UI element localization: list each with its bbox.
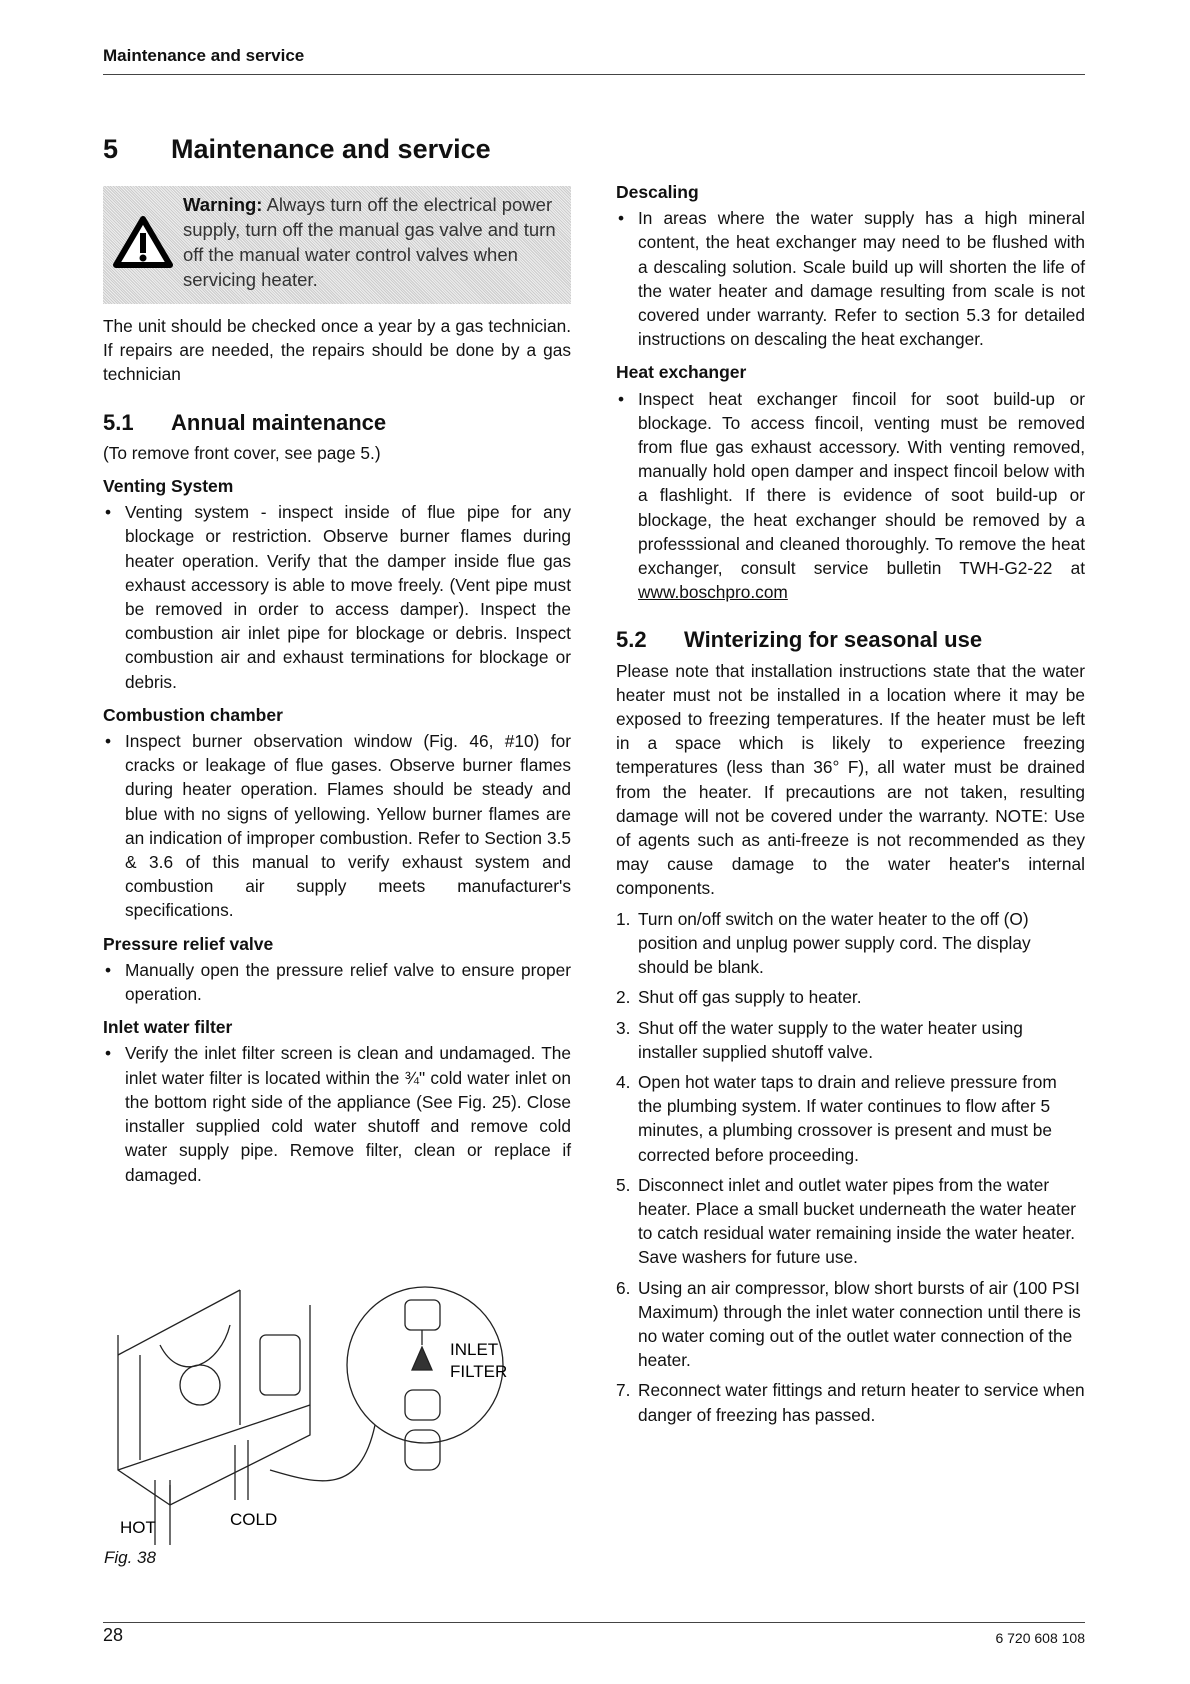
header-rule [103, 74, 1085, 75]
step-text: Reconnect water fittings and return heater to service when danger of freezing has passed. [638, 1380, 1085, 1425]
warning-box [103, 186, 571, 304]
winterizing-steps [616, 907, 1085, 1427]
step-item [616, 907, 1085, 980]
winterizing-intro: Please note that installation instructions state that the water heater must not be installed in a location where it may be exposed to freezing temperatures. If the heater must be left in a space which is likely to experience freezing temperatures (less than 36° F), all water must be drained from the heater. If precautions are not taken, resulting damage will not be covered under the warranty. NOTE: Use of agents such as anti-freeze is not recommended as they may cause damage to the water heater's internal components. [616, 660, 1085, 899]
section-number: 5.2 [616, 627, 647, 653]
figure-caption: Fig. 38 [104, 1548, 156, 1567]
section-number: 5.1 [103, 409, 134, 435]
filter-bullet: • Verify the inlet filter screen is clean and undamaged. The inlet water filter is located within the ¾" cold water inlet on the bottom right side of the appliance (See Fig. 25). Close installer supplied cold water shutoff and remove cold water supply pipe. Remove filter, clean or replace if damaged. [103, 1041, 571, 1186]
step-number: 1. [616, 908, 631, 929]
step-item [616, 985, 1085, 1009]
step-text: Open hot water taps to drain and relieve pressure from the plumbing system. If water continues to flow after 5 minutes, a plumbing crossover is present and must be corrected before proceeding. [638, 1071, 1057, 1165]
section-5-1-heading [103, 411, 571, 435]
section-title: Maintenance and service [171, 134, 491, 164]
step-number: 3. [616, 1017, 631, 1038]
step-text: Shut off the water supply to the water heater using installer supplied shutoff valve. [638, 1017, 1023, 1062]
running-header: Maintenance and service [103, 46, 305, 65]
step-number: 4. [616, 1071, 631, 1092]
descaling-heading: Descaling [616, 182, 699, 202]
warning-triangle-icon [113, 216, 173, 268]
filter-heading: Inlet water filter [103, 1017, 233, 1038]
step-item [616, 1016, 1085, 1064]
step-number: 5. [616, 1174, 631, 1195]
step-text: Turn on/off switch on the water heater to the off (O) position and unplug power supply cord. The display should be blank. [638, 908, 1031, 978]
hot-label: HOT [120, 1518, 156, 1537]
section-5-2-heading [616, 628, 1085, 652]
cold-label: COLD [230, 1510, 278, 1529]
intro-paragraph: The unit should be checked once a year by a gas technician. If repairs are needed, the repairs should be done by a gas technician [103, 316, 571, 385]
combustion-bullet: • Inspect burner observation window (Fig. 46, #10) for cracks or leakage of flue gases. Observe burner flames during heater operation. Flames should be steady and blue with no signs of yellowing. Yellow burner flames are an indication of improper combustion. Refer to Section 3.5 & 3.6 of this manual to verify exhaust system and combustion air supply meets manufacturer's specifications. [103, 729, 571, 923]
step-text: Disconnect inlet and outlet water pipes from the water heater. Place a small bucket underneath the water heater to catch residual water remaining inside the water heater. Save washers for future use. [638, 1174, 1077, 1268]
left-column [103, 186, 571, 1187]
step-text: Shut off gas supply to heater. [638, 987, 862, 1008]
heat-exchanger-heading: Heat exchanger [616, 362, 747, 383]
warning-text: Always turn off the electrical power supply, turn off the manual gas valve and turn off the manual water control valves when servicing heater. [183, 194, 556, 290]
combustion-heading: Combustion chamber [103, 704, 283, 725]
venting-heading: Venting System [103, 476, 234, 497]
prv-bullet: • Manually open the pressure relief valve to ensure proper operation. [103, 958, 571, 1006]
inlet-label: INLET [450, 1340, 499, 1359]
page-number: 28 [103, 1625, 124, 1645]
boschpro-link[interactable]: www.boschpro.com [638, 582, 788, 603]
section-number: 5 [103, 134, 119, 164]
step-number: 7. [616, 1380, 631, 1401]
step-item [616, 1378, 1085, 1426]
filter-label: FILTER [450, 1362, 508, 1381]
section-title: Annual maintenance [171, 409, 387, 435]
heat-exchanger-text: Inspect heat exchanger fincoil for soot build-up or blockage. To access fincoil, venting must be removed from flue gas exhaust accessory. With venting removed, manually hold open damper and inspect fincoil below with a flashlight. If there is evidence of soot build-up or blockage, the heat exchanger should be removed by a professsional and cleaned thoroughly. To remove the heat exchanger, consult service bulletin TWH-G2-22 at [638, 388, 1085, 579]
step-number: 6. [616, 1277, 631, 1298]
step-item [616, 1173, 1085, 1270]
front-cover-note: (To remove front cover, see page 5.) [103, 442, 381, 463]
footer-rule [103, 1622, 1085, 1623]
venting-bullet: • Venting system - inspect inside of flue pipe for any blockage or restriction. Observe burner flames during heater operation. Verify that the damper inside flue gas exhaust accessory is able to move freely. (Vent pipe must be removed in order to access damper). Inspect the combustion air inlet pipe for blockage or debris. Inspect combustion air and exhaust terminations for blockage or debris. [103, 500, 571, 694]
prv-heading: Pressure relief valve [103, 933, 274, 954]
step-number: 2. [616, 987, 631, 1008]
step-item [616, 1276, 1085, 1373]
warning-label: Warning: [183, 194, 263, 215]
page-title [103, 134, 491, 165]
inlet-filter-figure [100, 1285, 560, 1575]
descaling-bullet: • In areas where the water supply has a high mineral content, the heat exchanger may need to be flushed with a descaling solution. Scale build up will shorten the life of the water heater and damage resulting from scale is not covered under warranty. Refer to section 5.3 for detailed instructions on descaling the heat exchanger. [616, 206, 1085, 351]
document-number: 6 720 608 108 [995, 1630, 1085, 1646]
step-item [616, 1070, 1085, 1167]
section-title: Winterizing for seasonal use [684, 627, 983, 653]
right-column [616, 180, 1085, 1427]
step-text: Using an air compressor, blow short bursts of air (100 PSI Maximum) through the inlet water connection until there is no water coming out of the outlet water connection of the heater. [638, 1277, 1081, 1371]
heat-exchanger-bullet [616, 387, 1085, 605]
